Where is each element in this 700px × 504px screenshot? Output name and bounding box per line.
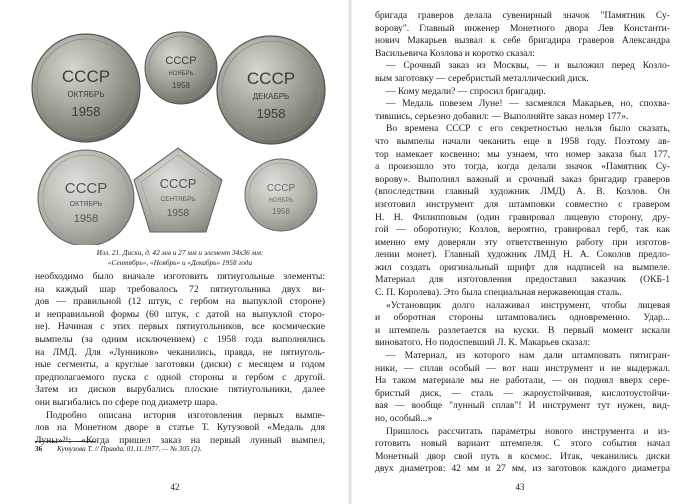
caption-line-2: «Сентябрь», «Ноябрь» и «Декабрь» 1958 года (107, 257, 253, 267)
coin-1-top: СССР (61, 67, 111, 86)
text-line: на ЛМД. Для «Лунников» чеканились, правда, не пятиуголь- (35, 346, 325, 358)
text-line: Затем из дисков вырубались плоские пятиугольники, далее (35, 384, 325, 396)
coin-4-year: 1958 (73, 213, 99, 225)
text-line: тившись, серьезно добавил: — Выполняйте заказ номер 177». (375, 110, 629, 122)
text-line: Пришлось рассчитать параметры нового инструмента и из- (386, 425, 670, 437)
caption-line-1: Илл. 21. Диски, д. 42 мм и 27 мм и элемент 34х36 мм: (96, 248, 264, 257)
footnote-text: Кутузова Т. // Правда. 01.11.1977. — № 305 (2). (57, 445, 202, 453)
coin-6 (245, 159, 317, 231)
text-line: необходимо было вначале изготовить пятиугольные элементы: (35, 271, 325, 282)
text-line: виноватого. Но подоспевший Л. К. Макарьев сказал: (375, 337, 591, 349)
coin-4-bottom: ОКТЯБРЬ (69, 201, 103, 208)
text-line: что вымпелы начали чеканить еще в 1958 году. Поэтому ав- (375, 135, 670, 147)
left-body-text (35, 271, 325, 447)
coin-6-year: 1958 (272, 207, 290, 216)
coin-1-year: 1958 (71, 104, 101, 119)
text-line: и штемпель разлетается на куски. В первый момент искали (375, 324, 670, 336)
text-line: и оборотная стороны штамповались одновременно. Удар... (375, 312, 670, 324)
pentagon-top: СССР (159, 176, 197, 191)
text-line: но, особый...» (375, 413, 433, 424)
coin-2-bottom: НОЯБРЬ (168, 71, 194, 77)
coin-3 (217, 36, 325, 144)
coin-1-bottom: ОКТЯБРЬ (67, 90, 105, 99)
text-line: дов — правильной (12 штук, с гербом на выпуклой стороне) (35, 296, 325, 308)
text-line: двух диаметров: 42 мм и 27 мм, из заготовок каждого диаметра (375, 463, 670, 475)
coin-2 (145, 32, 217, 104)
text-line: Луны»³⁶: «Когда пришел заказ на первый лунный вымпел, (35, 434, 325, 446)
text-line: бригада граверов делала сувенирный значок "Памятник Су- (375, 10, 670, 21)
right-page (350, 0, 700, 504)
text-line: «Установщик долго налаживал инструмент, чтобы лицевая (386, 299, 670, 311)
text-line: вым заготовку — серебристый металлический диск. (375, 72, 589, 84)
text-line: и неправильной формы (60 штук, с датой на выпуклой сторо- (35, 308, 325, 320)
text-line: жил создать оригинальный шрифт для надписей на вымпеле. (375, 261, 670, 273)
text-line: ворову". Главный инженер Монетного двора Лев Константи- (375, 22, 670, 34)
coin-3-top: СССР (246, 69, 296, 88)
text-line: С. П. Королева). Это была специальная нержавеющая сталь. (375, 287, 622, 299)
text-line: — Кому медали? — спросил бригадир. (386, 85, 546, 97)
coin-3-bottom: ДЕКАБРЬ (252, 92, 290, 101)
coin-4 (38, 150, 134, 245)
text-line: — Медаль повезем Луне! — засмеялся Макарьев, но, спохва- (386, 98, 670, 110)
text-line: изготовил инструмент для штамповки совместно с гравером (375, 198, 670, 210)
text-line: ники, — сплав особый — вот наш инструмент и не выдержал. (375, 362, 670, 374)
page-number-right: 43 (515, 482, 525, 492)
text-line: лов на Монетном дворе в статье Т. Кутузовой «Медаль для (35, 422, 325, 434)
text-line: предполагаемого пуска с одной стороны и гербом с другой. (35, 371, 325, 383)
text-line: вымпелы (за одним исключением) с 1958 года выполнялись (35, 333, 325, 345)
text-line: вая — вообще "лунный сплав"! И инструмент тут нужен, вид- (375, 400, 670, 412)
text-line: а произошло это тогда, когда делали значок «Памятник Су- (375, 161, 670, 173)
coin-2-top: СССР (165, 55, 197, 67)
text-line: именно ему доверяли эту ответственную работу при изготов- (375, 236, 670, 248)
coin-4-top: СССР (64, 180, 108, 197)
text-line: Васильевича Козлова и коротко сказал: (375, 47, 535, 59)
text-line: бристый диск, — сталь — жароустойчивая, кислотоустойчи- (375, 387, 670, 399)
text-line: Н. Н. Филипповым (один гравировал лицевую сторону, дру- (375, 211, 670, 223)
coin-6-bottom: НОЯБРЬ (268, 198, 294, 204)
footnote (35, 445, 325, 454)
coin-2-year: 1958 (172, 81, 190, 90)
text-line: На таком материале мы не работали, — он поднял вверх сере- (375, 375, 670, 387)
text-line: ные сегменты, а круглые заготовки (диски) с месяцем и годом (35, 359, 325, 371)
text-line: Подробно описана история изготовления первых вымпе- (46, 409, 325, 421)
text-line: они выгибались по сфере под диаметр шара. (35, 396, 218, 408)
text-line: — Срочный заказ из Москвы, — и выложил перед Козло- (386, 60, 670, 72)
pentagon-element (134, 148, 222, 232)
text-line: не). Начиная с этих первых пятиугольников, все космические (35, 321, 325, 333)
text-line: ворову». Выполнял важный и срочный заказ бригадир граверов (375, 173, 670, 185)
text-line: на каждый шар требовалось 72 пятиугольника двух ви- (35, 283, 325, 295)
right-body-text (375, 10, 670, 476)
text-line: — Материал, из которого нам дали штамповать пятигран- (386, 350, 670, 362)
text-line: лении монет). Главный художник ЛМД Н. А. Соколов предло- (375, 249, 670, 261)
text-line: Материал для изготовления предоставил заказчик (ОКБ-1 (375, 274, 670, 286)
coin-6-top: СССР (266, 183, 296, 194)
text-line: гой — оборотную; Козлов, вероятно, гравировал герб, так как (375, 224, 670, 236)
pentagon-bottom: СЕНТЯБРЬ (160, 196, 196, 203)
text-line: Во времена СССР с его секретностью нельзя было сказать, (386, 123, 670, 135)
pentagon-year: 1958 (166, 208, 190, 219)
figure-caption (50, 248, 310, 267)
text-line: Монетный двор свой путь в космос. Итак, чеканились диски (375, 450, 670, 462)
text-line: нович Макарьев вызвал к себе бригадира граверов Александра (375, 35, 670, 47)
coin-3-year: 1958 (256, 106, 286, 121)
footnote-number: 36 (35, 445, 43, 453)
text-line: тор намекает косвенно: мы узнаем, что номер заказа был 177, (375, 148, 670, 160)
text-line: готовить новый вариант штемпеля. С этого события начал (375, 438, 670, 450)
page-number-left: 42 (170, 482, 180, 492)
text-line: (впоследствии главный художник ЛМД) А. В. Козлов. Он (375, 186, 670, 198)
coins-photo (28, 20, 328, 245)
footnote-rule (35, 441, 95, 442)
coin-1 (32, 34, 140, 142)
